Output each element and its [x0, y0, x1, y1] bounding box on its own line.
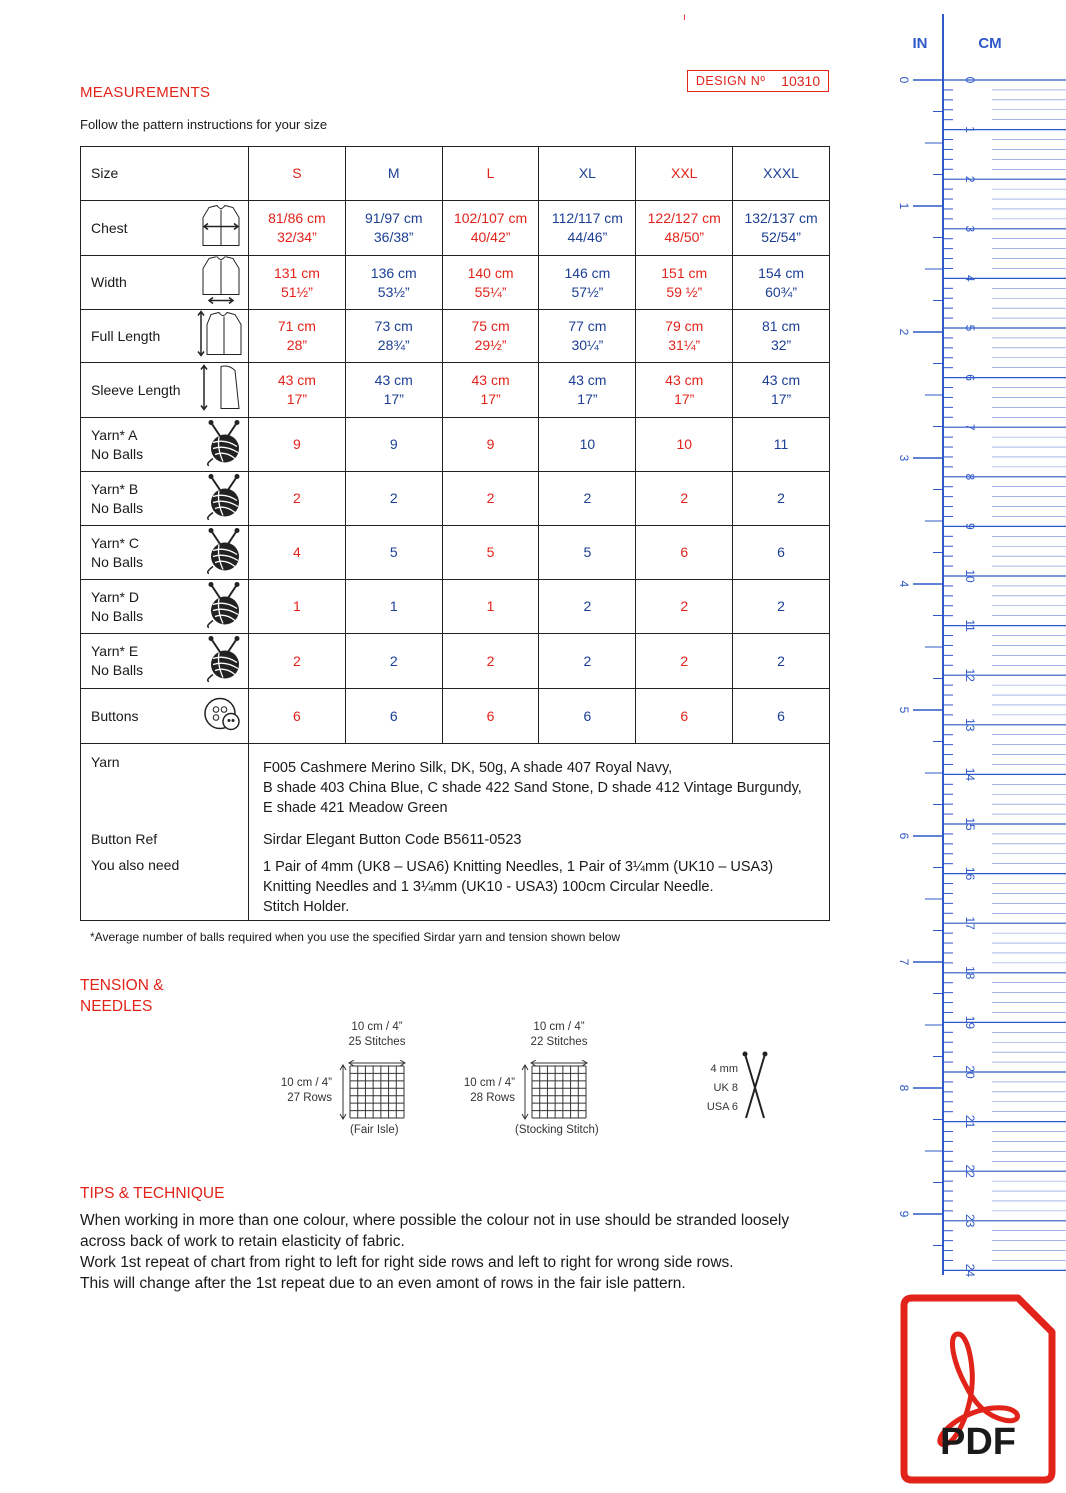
ruler-in-label: IN: [912, 35, 928, 52]
table-cell: 112/117 cm 44/46”: [539, 201, 636, 256]
cm-number: 20: [963, 1065, 977, 1079]
row-label-text: Full Length: [91, 327, 161, 344]
cm-number: 12: [963, 668, 977, 682]
table-cell: 122/127 cm 48/50”: [636, 201, 733, 256]
inch-number: 1: [897, 202, 911, 210]
cm-number: 18: [963, 966, 977, 980]
swatch-1-caption: (Fair Isle): [350, 1124, 399, 1136]
cm-number: 1: [963, 126, 977, 133]
design-label: DESIGN Nº: [695, 74, 766, 88]
table-cell: 5: [442, 526, 539, 580]
table-cell: 5: [345, 526, 442, 580]
size-header-xxl: XXL: [636, 147, 733, 201]
table-cell: 6: [539, 689, 636, 744]
cm-number: 17: [963, 916, 977, 930]
cm-number: 7: [963, 423, 977, 431]
table-cell: 6: [733, 689, 830, 744]
row-label-text: Sleeve Length: [91, 381, 181, 398]
swatch-1-grid-icon: [336, 1060, 408, 1124]
table-cell: 2: [733, 472, 830, 526]
table-cell: 11: [733, 418, 830, 472]
table-cell: 81 cm 32”: [733, 310, 830, 363]
table-cell: 2: [539, 634, 636, 689]
table-cell: 2: [345, 634, 442, 689]
table-cell: 1: [345, 580, 442, 634]
table-cell: 43 cm 17”: [345, 363, 442, 418]
cm-number: 13: [963, 718, 977, 732]
swatch-2-height: 10 cm / 4” 28 Rows: [463, 1077, 515, 1104]
chest-diagram-icon: [199, 202, 243, 255]
button-ref-label: Button Ref: [91, 831, 158, 847]
table-cell: 43 cm 17”: [733, 363, 830, 418]
table-cell: 6: [636, 526, 733, 580]
table-cell: 9: [345, 418, 442, 472]
cm-number: 15: [963, 817, 977, 831]
swatch-2-width: 10 cm / 4” 22 Stitches: [530, 1021, 588, 1048]
subtitle: Follow the pattern instructions for your size: [80, 117, 328, 132]
table-row: [81, 256, 830, 310]
inch-number: 0: [897, 76, 911, 84]
cm-number: 19: [963, 1015, 977, 1030]
table-cell: 9: [442, 418, 539, 472]
table-row: [81, 310, 830, 363]
row-label: [81, 526, 249, 580]
table-cell: 2: [636, 634, 733, 689]
inch-number: 4: [897, 580, 911, 588]
table-row: [81, 418, 830, 472]
table-cell: 2: [636, 472, 733, 526]
row-label: [81, 310, 249, 363]
table-cell: 43 cm 17”: [539, 363, 636, 418]
table-row: [81, 634, 830, 689]
table-cell: 10: [539, 418, 636, 472]
table-cell: 75 cm 29½”: [442, 310, 539, 363]
table-cell: 154 cm 60¾”: [733, 256, 830, 310]
row-label: [81, 201, 249, 256]
cm-number: 16: [963, 866, 977, 881]
yarn-ball-icon: [203, 580, 243, 633]
table-row: [81, 363, 830, 418]
yarn-ball-icon: [203, 418, 243, 471]
size-header-xl: XL: [539, 147, 636, 201]
cm-number: 3: [963, 225, 977, 233]
table-row: [81, 201, 830, 256]
table-cell: 102/107 cm 40/42”: [442, 201, 539, 256]
table-row: [81, 526, 830, 580]
also-need-label: You also need: [91, 857, 180, 873]
size-header-row: [81, 147, 830, 201]
table-cell: 146 cm 57½”: [539, 256, 636, 310]
row-label: [81, 418, 249, 472]
cm-number: 5: [963, 324, 977, 332]
ruler-cm-label: CM: [978, 35, 1002, 52]
table-cell: 2: [636, 580, 733, 634]
table-cell: 81/86 cm 32/34”: [249, 201, 346, 256]
cm-number: 8: [963, 473, 977, 481]
row-label: [81, 256, 249, 310]
table-cell: 91/97 cm 36/38”: [345, 201, 442, 256]
table-cell: 43 cm 17”: [636, 363, 733, 418]
table-cell: 43 cm 17”: [249, 363, 346, 418]
table-cell: 2: [249, 634, 346, 689]
design-number-box: [687, 70, 829, 92]
cm-number: 21: [963, 1114, 977, 1129]
size-header-xxxl: XXXL: [733, 147, 830, 201]
size-label: Size: [81, 147, 249, 201]
table-cell: 1: [442, 580, 539, 634]
inch-number: 8: [897, 1084, 911, 1092]
row-label-text: Yarn* E No Balls: [91, 643, 144, 678]
measurements-heading: MEASUREMENTS: [80, 84, 211, 101]
inch-number: 6: [897, 832, 911, 840]
table-cell: 6: [442, 689, 539, 744]
cm-number: 9: [963, 523, 977, 530]
yarn-label: Yarn: [91, 754, 120, 770]
table-cell: 2: [733, 580, 830, 634]
table-cell: 132/137 cm 52/54”: [733, 201, 830, 256]
row-label: [81, 634, 249, 689]
measuring-ruler: [870, 0, 1066, 1280]
table-row: [81, 472, 830, 526]
pdf-label: PDF: [940, 1421, 1016, 1463]
table-cell: 151 cm 59 ½”: [636, 256, 733, 310]
table-cell: 43 cm 17”: [442, 363, 539, 418]
button-icon: [203, 694, 243, 739]
stray-mark: ı: [683, 12, 686, 23]
row-label-text: Yarn* B No Balls: [91, 480, 144, 516]
inch-number: 3: [897, 454, 911, 462]
row-label: [81, 472, 249, 526]
row-label-text: Buttons: [91, 707, 139, 724]
row-label-text: Width: [91, 274, 127, 290]
inch-number: 9: [897, 1210, 911, 1218]
table-cell: 5: [539, 526, 636, 580]
table-cell: 79 cm 31¼”: [636, 310, 733, 363]
size-header-m: M: [345, 147, 442, 201]
table-cell: 2: [442, 472, 539, 526]
table-cell: 2: [539, 472, 636, 526]
table-cell: 131 cm 51½”: [249, 256, 346, 310]
swatch-1-height: 10 cm / 4” 27 Rows: [280, 1077, 332, 1104]
inch-number: 2: [897, 328, 911, 336]
tips-body: When working in more than one colour, where possible the colour not in use should be stranded loosely across back of work to retain elasticity of fabric. Work 1st repeat of chart from right to left for right side rows and left to right for wrong side rows. This will change after the 1st repeat due to an even amont of rows in the fair isle pattern.: [80, 1212, 790, 1292]
cm-number: 22: [963, 1164, 977, 1178]
yarn-ball-icon: [203, 635, 243, 688]
tips-heading: TIPS & TECHNIQUE: [80, 1185, 225, 1202]
cm-number: 6: [963, 374, 977, 381]
table-cell: 6: [249, 689, 346, 744]
row-label: [81, 363, 249, 418]
button-ref-value: Sirdar Elegant Button Code B5611-0523: [263, 832, 522, 848]
yarn-value: F005 Cashmere Merino Silk, DK, 50g, A shade 407 Royal Navy, B shade 403 China Blue, C shade 422 Sand Stone, D shade 412 Vintage Burgundy, E shade 421 Meadow Green: [263, 760, 802, 816]
swatch-1-width: 10 cm / 4” 25 Stitches: [348, 1021, 406, 1048]
cm-number: 23: [963, 1214, 977, 1228]
table-row: [81, 580, 830, 634]
table-cell: 6: [345, 689, 442, 744]
design-number: 10310: [781, 73, 821, 89]
cm-number: 10: [963, 569, 977, 583]
table-cell: 6: [636, 689, 733, 744]
table-cell: 2: [442, 634, 539, 689]
cm-number: 2: [963, 175, 977, 183]
table-cell: 140 cm 55¼”: [442, 256, 539, 310]
inch-number: 5: [897, 706, 911, 714]
length-diagram-icon: [195, 309, 243, 364]
size-header-s: S: [249, 147, 346, 201]
sleeve-diagram-icon: [199, 363, 243, 418]
row-label-text: Yarn* C No Balls: [91, 534, 144, 570]
table-cell: 9: [249, 418, 346, 472]
knitting-needles-icon: [740, 1050, 770, 1122]
table-cell: 1: [249, 580, 346, 634]
table-cell: 71 cm 28”: [249, 310, 346, 363]
table-cell: 2: [733, 634, 830, 689]
cm-number: 4: [963, 275, 977, 282]
also-need-value: 1 Pair of 4mm (UK8 – USA6) Knitting Needles, 1 Pair of 3¼mm (UK10 – USA3) Knitting Needles and 1 3¼mm (UK10 - USA3) 100cm Circular Needle. Stitch Holder.: [263, 859, 774, 915]
row-label: [81, 580, 249, 634]
yarn-ball-icon: [203, 526, 243, 579]
table-cell: 2: [249, 472, 346, 526]
swatch-2-grid-icon: [518, 1060, 590, 1124]
needle-size: 4 mm UK 8 USA 6: [706, 1063, 738, 1113]
cm-number: 24: [963, 1263, 977, 1278]
size-header-l: L: [442, 147, 539, 201]
table-cell: 10: [636, 418, 733, 472]
width-diagram-icon: [199, 256, 243, 309]
table-row: [81, 689, 830, 744]
pdf-file-icon[interactable]: [900, 1290, 1060, 1490]
cm-number: 0: [963, 76, 977, 84]
row-label-text: Yarn* D No Balls: [91, 588, 144, 624]
row-label-text: Yarn* A No Balls: [91, 426, 144, 462]
yarn-ball-icon: [203, 472, 243, 525]
materials-box: [80, 743, 830, 921]
table-cell: 73 cm 28¾”: [345, 310, 442, 363]
tension-heading: TENSION & NEEDLES: [80, 977, 164, 1015]
cm-number: 14: [963, 767, 977, 782]
swatch-2-caption: (Stocking Stitch): [515, 1124, 599, 1136]
table-cell: 77 cm 30¼”: [539, 310, 636, 363]
table-cell: 2: [345, 472, 442, 526]
inch-number: 7: [897, 958, 911, 966]
measurements-table: [80, 146, 830, 744]
table-cell: 6: [733, 526, 830, 580]
row-label: [81, 689, 249, 744]
table-cell: 4: [249, 526, 346, 580]
cm-number: 11: [963, 619, 977, 632]
footnote: *Average number of balls required when you use the specified Sirdar yarn and tension shown below: [90, 930, 621, 944]
row-label-text: Chest: [91, 219, 128, 236]
table-cell: 136 cm 53½”: [345, 256, 442, 310]
table-cell: 2: [539, 580, 636, 634]
